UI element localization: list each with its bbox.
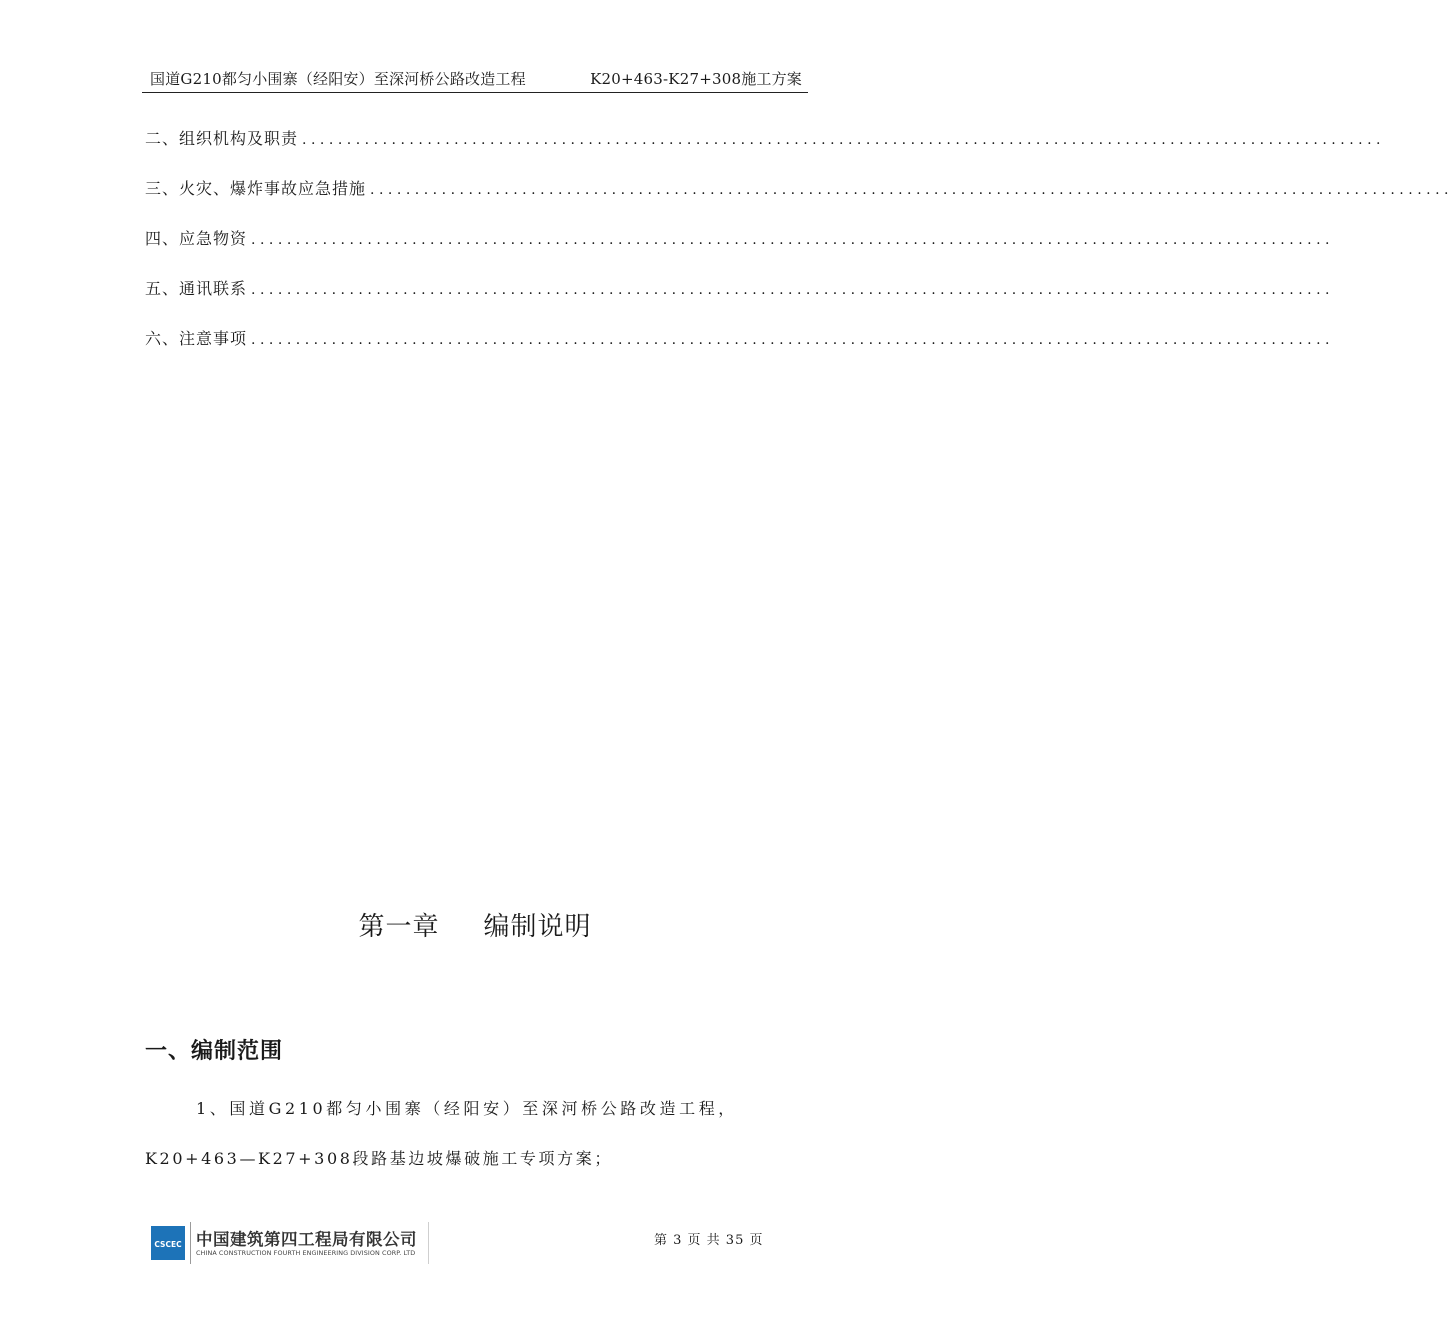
body-paragraph-line: 1、国道G210都匀小围寨（经阳安）至深河桥公路改造工程， xyxy=(196,1099,738,1118)
page-number: 第 3 页 共 35 页 xyxy=(654,1233,764,1248)
toc-item-label: 四、应急物资 xyxy=(145,229,248,248)
toc-dot-leader: ......................................................................................................................... xyxy=(251,332,1334,348)
toc-item[interactable] xyxy=(145,276,1334,326)
company-name-en: CHINA CONSTRUCTION FOURTH ENGINEERING DIVISION CORP. LTD xyxy=(196,1249,416,1257)
toc-dot-leader: ......................................................................................................................... xyxy=(251,282,1334,298)
toc-item-label: 五、通讯联系 xyxy=(145,279,248,298)
footer-divider xyxy=(428,1222,429,1264)
header-plan-name: K20+463-K27+308施工方案 xyxy=(590,70,802,88)
toc-item[interactable] xyxy=(145,176,1453,226)
toc-dot-leader: ......................................................................................................................... xyxy=(370,182,1453,198)
page-header xyxy=(142,66,808,93)
toc-dot-leader: ......................................................................................................................... xyxy=(302,132,1385,148)
body-paragraph-line: K20+463—K27+308段路基边坡爆破施工专项方案； xyxy=(145,1149,613,1168)
chapter-heading xyxy=(0,906,950,943)
toc-item[interactable] xyxy=(145,326,1334,376)
toc-item[interactable] xyxy=(145,126,1385,176)
logo-mark-text: CSCEC xyxy=(154,1240,182,1249)
toc-item-label: 三、火灾、爆炸事故应急措施 xyxy=(145,179,367,198)
logo-divider xyxy=(190,1222,191,1264)
chapter-title: 编制说明 xyxy=(483,912,592,942)
toc-item-label: 六、注意事项 xyxy=(145,329,248,348)
toc-item-label: 二、组织机构及职责 xyxy=(145,129,299,148)
table-of-contents xyxy=(145,126,1453,376)
section-heading: 一、编制范围 xyxy=(145,1039,284,1064)
toc-item[interactable] xyxy=(145,226,1334,276)
chapter-number: 第一章 xyxy=(358,912,440,942)
company-name-cn: 中国建筑第四工程局有限公司 xyxy=(196,1230,417,1249)
header-project-title: 国道G210都匀小围寨（经阳安）至深河桥公路改造工程 xyxy=(150,70,526,88)
cscec-logo-icon xyxy=(151,1226,185,1260)
company-logo xyxy=(151,1222,431,1264)
toc-dot-leader: ......................................................................................................................... xyxy=(251,232,1334,248)
